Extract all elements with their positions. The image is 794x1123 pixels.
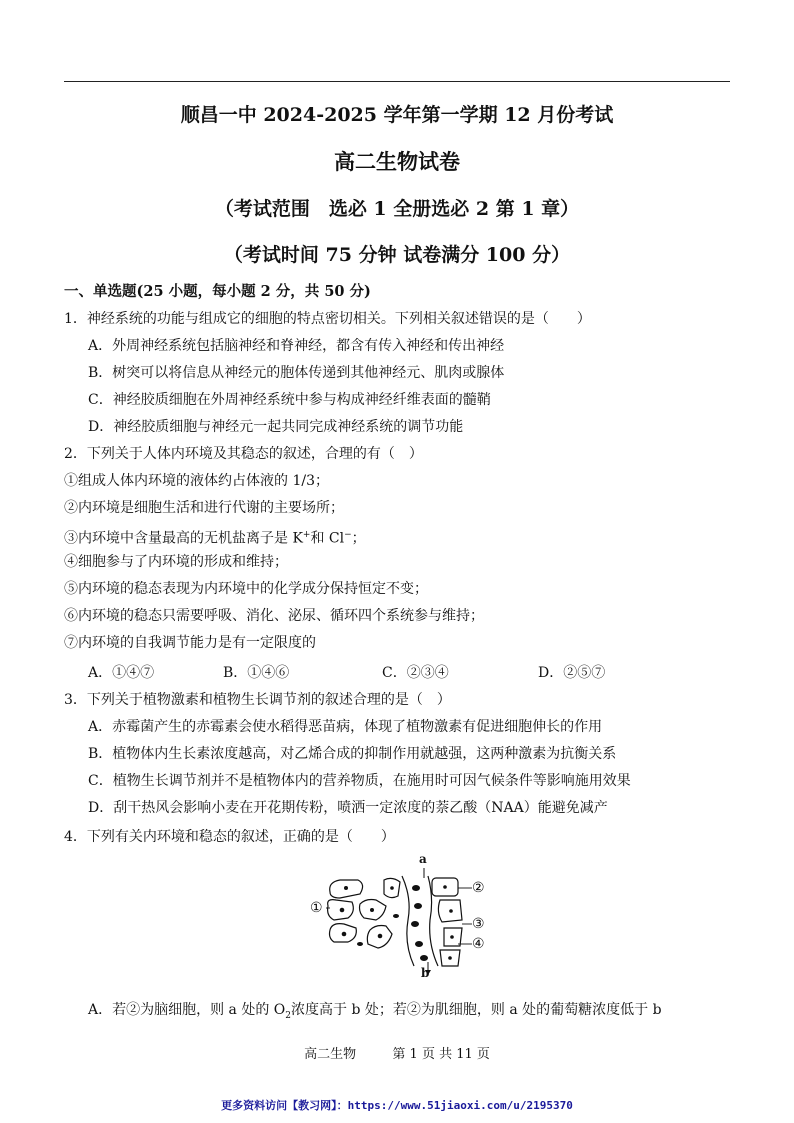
q1-stem: 1．神经系统的功能与组成它的细胞的特点密切相关。下列相关叙述错误的是（ ） <box>64 311 591 327</box>
q3-option-d: D．刮干热风会影响小麦在开花期传粉，喷洒一定浓度的萘乙酸（NAA）能避免减产 <box>88 800 608 816</box>
q3-option-b: B．植物体内生长素浓度越高，对乙烯合成的抑制作用就越强，这两种激素为抗衡关系 <box>88 746 617 762</box>
label-4: ④ <box>472 936 485 952</box>
page-footer <box>0 1043 794 1062</box>
q1-option-b: B．树突可以将信息从神经元的胞体传递到其他神经元、肌肉或腺体 <box>88 365 505 381</box>
q2-statement-6: ⑥内环境的稳态只需要呼吸、消化、泌尿、循环四个系统参与维持； <box>64 608 484 624</box>
exam-title: 顺昌一中 2024-2025 学年第一学期 12 月份考试 <box>180 104 614 126</box>
q3-stem: 3．下列关于植物激素和植物生长调节剂的叙述合理的是（ ） <box>64 692 451 708</box>
q1-option-c: C．神经胶质细胞在外周神经系统中参与构成神经纤维表面的髓鞘 <box>88 392 491 408</box>
top-rule <box>64 81 730 82</box>
q1-option-a: A．外周神经系统包括脑神经和脊神经，都含有传入神经和传出神经 <box>88 338 505 354</box>
q2-statement-3: ③内环境中含量最高的无机盐离子是 K+和 Cl−； <box>64 530 366 547</box>
footer-subject: 高二生物 <box>304 1047 357 1062</box>
q2-statement-1: ①组成人体内环境的液体约占体液的 1/3； <box>64 473 329 489</box>
label-2: ② <box>472 880 485 896</box>
exam-scope: （考试范围 选必 1 全册选必 2 第 1 章） <box>214 198 580 220</box>
q2-stem: 2．下列关于人体内环境及其稳态的叙述，合理的有（ ） <box>64 446 423 462</box>
q2-option-a: A．①④⑦ <box>88 665 155 681</box>
label-3: ③ <box>472 916 485 932</box>
exam-duration: （考试时间 75 分钟 试卷满分 100 分） <box>223 244 571 266</box>
q4-stem: 4．下列有关内环境和稳态的叙述，正确的是（ ） <box>64 829 395 845</box>
label-1: ① <box>310 900 323 916</box>
q4-option-a: A．若②为脑细胞，则 a 处的 $O_2$浓度高于 b 处；若②为肌细胞，则 a 处的葡萄糖浓度低于 b <box>88 1002 662 1021</box>
label-a: a <box>419 852 427 866</box>
footer-page-number: 第 1 页 共 11 页 <box>392 1047 490 1062</box>
q2-option-d: D．②⑤⑦ <box>538 665 606 681</box>
q2-statement-7: ⑦内环境的自我调节能力是有一定限度的 <box>64 635 316 651</box>
subject-title: 高二生物试卷 <box>334 149 460 174</box>
q2-statement-5: ⑤内环境的稳态表现为内环境中的化学成分保持恒定不变； <box>64 581 428 597</box>
label-b: b <box>421 966 430 980</box>
resource-banner-link[interactable]: 更多资料访问【教习网】：https://www.51jiaoxi.com/u/2195370 <box>221 1099 573 1112</box>
q2-option-c: C．②③④ <box>382 665 449 681</box>
q2-statement-4: ④细胞参与了内环境的形成和维持； <box>64 554 288 570</box>
q2-statement-2: ②内环境是细胞生活和进行代谢的主要场所； <box>64 500 344 516</box>
tissue-diagram <box>300 852 500 980</box>
section-heading: 一、单选题(25 小题，每小题 2 分，共 50 分) <box>64 283 371 300</box>
q3-option-c: C．植物生长调节剂并不是植物体内的营养物质，在施用时可因气候条件等影响施用效果 <box>88 773 631 789</box>
q2-option-b: B．①④⑥ <box>223 665 290 681</box>
q3-option-a: A．赤霉菌产生的赤霉素会使水稻得恶苗病，体现了植物激素有促进细胞伸长的作用 <box>88 719 603 735</box>
q1-option-d: D．神经胶质细胞与神经元一起共同完成神经系统的调节功能 <box>88 419 464 435</box>
